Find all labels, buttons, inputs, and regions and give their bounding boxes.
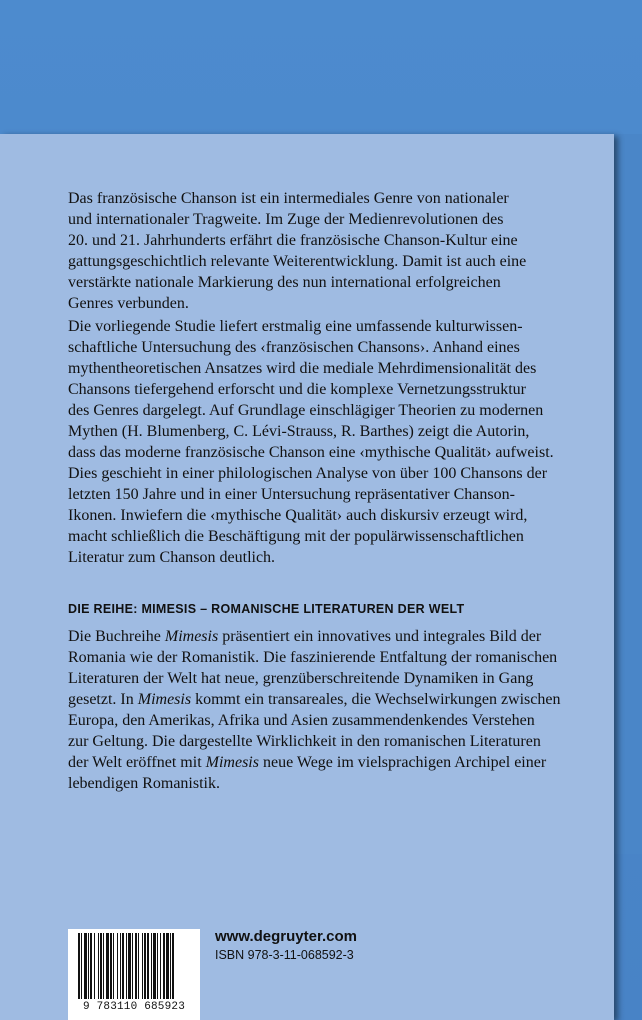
barcode-bar <box>163 933 165 999</box>
series-title-3: Mimesis <box>205 754 259 771</box>
series-heading: DIE REIHE: MIMESIS – ROMANISCHE LITERATUREN DER WELT <box>68 602 465 616</box>
barcode-bar <box>117 933 118 999</box>
barcode-bar <box>90 933 92 999</box>
barcode-bar <box>106 933 109 999</box>
isbn-number: ISBN 978-3-11-068592-3 <box>215 948 354 962</box>
series-text-1: Die Buchreihe <box>68 628 165 645</box>
barcode-bar <box>157 933 158 999</box>
blurb-paragraph-2: Die vorliegende Studie liefert erstmalig eine umfassende kulturwissen- schaftliche Untersuchung des ‹französischen Chansons›. Anhand eines mythentheoretischen Ansatzes wird die mediale Mehrdimensionalität des Chansons tiefergehend erforscht und die komplexe Vernetzungsstruktur des Genres dargelegt. Auf Grundlage einschlägiger Theorien zu modernen Mythen (H. Blumenberg, C. Lévi-Strauss, R. Barthes) zeigt die Autorin, dass das moderne französische Chanson eine ‹mythische Qualität› aufweist. Dies geschieht in einer philologischen Analyse von über 100 Chansons der letzten 150 Jahre und in einer Untersuchung repräsentativer Chanson- Ikonen. Inwiefern die ‹mythische Qualität› auch diskursiv erzeugt wird, macht schließlich die Beschäftigung mit der populärwissenschaftlichen Literatur zum Chanson deutlich. <box>68 318 554 566</box>
barcode-bar <box>122 933 124 999</box>
barcode-bar <box>142 933 143 999</box>
barcode-bar <box>153 933 156 999</box>
barcode-bar <box>135 933 137 999</box>
barcode-bar <box>166 933 169 999</box>
series-title-1: Mimesis <box>164 628 219 645</box>
series-title-2: Mimesis <box>137 691 192 708</box>
barcode-bar <box>160 933 161 999</box>
barcode-bar <box>78 933 80 999</box>
blurb-paragraph-1: Das französische Chanson ist ein intermediales Genre von nationaler und internationaler Tragweite. Im Zuge der Medienrevolutionen des 20. und 21. Jahrhunderts erfährt die französische Chanson-Kultur eine gattungsgeschichtlich relevante Weiterentwicklung. Damit ist auch eine verstärkte nationale Markierung des nun international erfolgreichen Genres verbunden. <box>68 190 527 312</box>
barcode-bar <box>98 933 99 999</box>
barcode-bar <box>151 933 152 999</box>
barcode-bar <box>128 933 131 999</box>
barcode-bar <box>113 933 114 999</box>
series-description <box>68 626 588 794</box>
barcode-bars <box>68 929 200 1001</box>
barcode-bar <box>147 933 149 999</box>
barcode-bar <box>132 933 133 999</box>
barcode-bar <box>100 933 102 999</box>
barcode <box>68 929 200 1020</box>
barcode-digits: 9 783110 685923 <box>82 1001 186 1013</box>
series-text-4: neue Wege im vielsprachigen Archipel einer lebendigen Romanistik. <box>68 754 547 792</box>
barcode-bar <box>120 933 121 999</box>
barcode-bar <box>170 933 171 999</box>
barcode-bar <box>172 933 174 999</box>
barcode-bar <box>126 933 127 999</box>
barcode-bar <box>94 933 95 999</box>
barcode-bar <box>138 933 139 999</box>
series-text-2: präsentiert ein innovatives und integrales Bild der Romania wie der Romanistik. Die faszinierende Entfaltung der romanischen Literaturen der Welt hat neue, grenzüberschreitende Dynamiken in Gang gesetzt. In <box>68 628 558 708</box>
barcode-bar <box>144 933 146 999</box>
series-text-3: kommt ein transareales, die Wechselwirkungen zwischen Europa, den Amerikas, Afrika und Asien zusammendenkendes Verstehen zur Geltung. Die dargestellte Wirklichkeit in den romanischen Literaturen der Welt eröffnet mit <box>68 691 561 771</box>
barcode-bar <box>88 933 89 999</box>
barcode-bar <box>84 933 87 999</box>
cover-edge-strip <box>614 134 642 854</box>
barcode-bar <box>81 933 82 999</box>
barcode-bar <box>110 933 112 999</box>
publisher-website: www.degruyter.com <box>215 928 357 945</box>
barcode-bar <box>103 933 104 999</box>
